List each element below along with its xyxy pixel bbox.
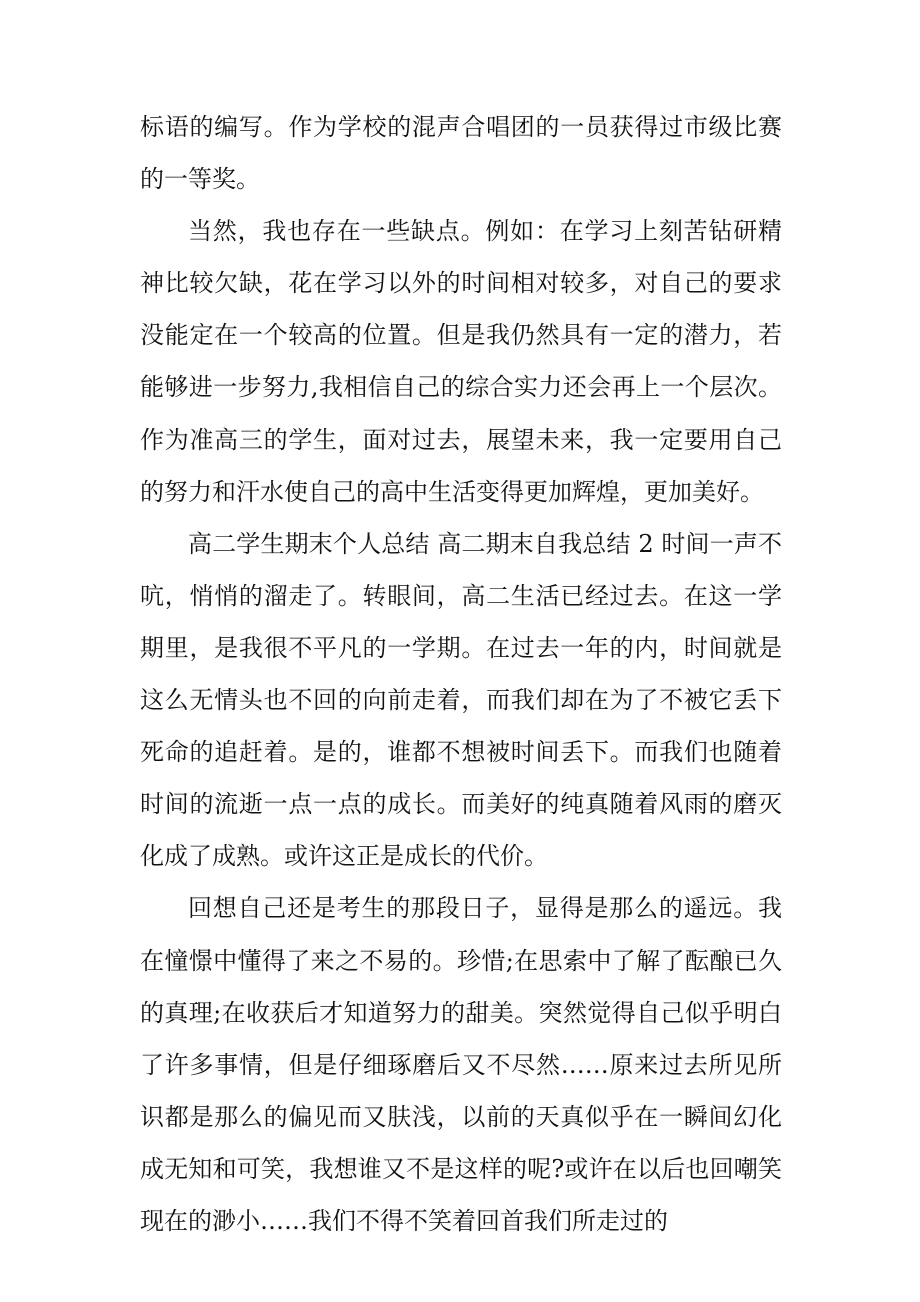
- paragraph-4: 回想自己还是考生的那段日子，显得是那么的遥远。我在憧憬中懂得了来之不易的。珍惜;在思索中了解了酝酿已久的真理;在收获后才知道努力的甜美。突然觉得自己似乎明白了许多事情，但是仔细琢磨后又不尽然……原来过去所见所识都是那么的偏见而又肤浅，以前的天真似乎在一瞬间幻化成无知和可笑，我想谁又不是这样的呢?或许在以后也回嘲笑现在的渺小……我们不得不笑着回首我们所走过的: [140, 894, 782, 1235]
- document-page: [140, 101, 782, 1247]
- paragraph-1: 标语的编写。作为学校的混声合唱团的一员获得过市级比赛的一等奖。: [140, 113, 782, 194]
- paragraph-3: 高二学生期末个人总结 高二期末自我总结 2 时间一声不吭，悄悄的溜走了。转眼间，高二生活已经过去。在这一学期里，是我很不平凡的一学期。在过去一年的内，时间就是这么无情头也不回的向前走着，而我们却在为了不被它丢下死命的追赶着。是的，谁都不想被时间丢下。而我们也随着时间的流逝一点一点的成长。而美好的纯真随着风雨的磨灭化成了成熟。或许这正是成长的代价。: [140, 529, 782, 871]
- paragraph-2: 当然，我也存在一些缺点。例如：在学习上刻苦钻研精神比较欠缺，花在学习以外的时间相对较多，对自己的要求没能定在一个较高的位置。但是我仍然具有一定的潜力，若能够进一步努力,我相信自己的综合实力还会再上一个层次。作为准高三的学生，面对过去，展望未来，我一定要用自己的努力和汗水使自己的高中生活变得更加辉煌，更加美好。: [140, 217, 782, 506]
